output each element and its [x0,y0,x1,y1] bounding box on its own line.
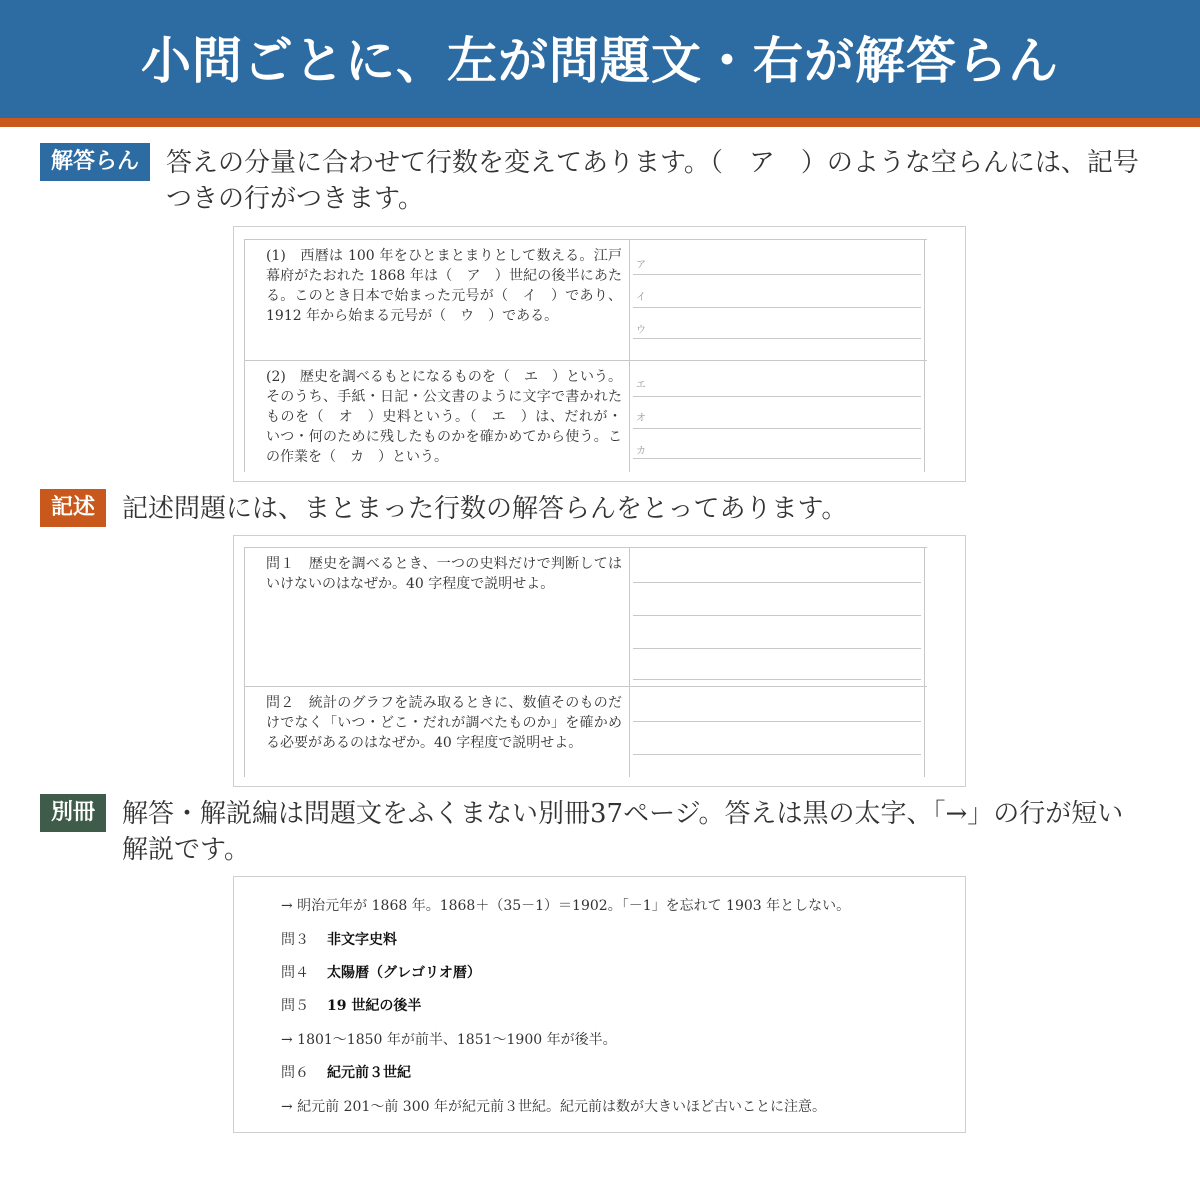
answer-line[interactable] [633,721,921,722]
sample-answer-booklet [233,876,966,1133]
section-descriptive [40,489,1160,527]
answer-label: イ [636,292,646,303]
page-title: 小問ごとに、左が問題文・右が解答らん [141,32,1059,90]
answer-line[interactable] [633,679,921,680]
explanation-line: → 明治元年が 1868 年。1868＋（35－1）＝1902。「－1」を忘れて 1903 年としない。 [281,898,851,914]
question-text: (2) 歴史を調べるもとになるものを（ エ ）という。そのうち、手紙・日記・公文書のように文字で書かれたものを（ オ ）史料という。（ エ ）は、だれが・いつ・何のために残したものかを確かめてから使う。この作業を（ カ ）という。 [266,369,622,465]
answer-line[interactable] [633,428,921,429]
answer-line[interactable] [633,396,921,397]
explanation-line: → 紀元前 201〜前 300 年が紀元前３世紀。紀元前は数が大きいほど古いことに注意。 [281,1099,826,1115]
section-badge: 記述 [40,489,106,527]
explanation-line: → 1801〜1850 年が前半、1851〜1900 年が後半。 [281,1032,617,1048]
section-separate-booklet [40,794,1160,868]
answer-area [629,548,925,687]
answer-line[interactable] [633,338,921,339]
answer-area [629,687,925,777]
sample-answer-sheet-1 [233,226,966,482]
answer-label: エ [636,380,646,391]
question-table [244,547,927,777]
answer-line[interactable] [633,307,921,308]
answer-line-item: 問６ 紀元前３世紀 [281,1065,411,1081]
answer-line[interactable] [633,582,921,583]
question-row [245,687,927,777]
page-header [0,0,1200,118]
answer-label: ア [636,260,646,271]
section-description: 記述問題には、まとまった行数の解答らんをとってあります。 [122,494,848,524]
answer-label: ウ [636,325,646,336]
section-badge: 別冊 [40,794,106,832]
section-answer-field [40,143,1160,217]
answer-line-item: 問４ 太陽暦（グレゴリオ暦） [281,965,481,981]
section-description: 答えの分量に合わせて行数を変えてあります。（ ア ）のような空らんには、記号つきの行がつきます。 [166,148,1139,214]
answer-label: オ [636,413,646,424]
answer-area [629,240,925,361]
answer-label: カ [636,446,646,457]
answer-line[interactable] [633,615,921,616]
header-accent-stripe [0,118,1200,127]
answer-line[interactable] [633,648,921,649]
question-text: 問１ 歴史を調べるとき、一つの史料だけで判断してはいけないのはなぜか。40 字程度で説明せよ。 [266,556,622,592]
answer-line[interactable] [633,458,921,459]
answer-line[interactable] [633,274,921,275]
answer-area [629,361,925,472]
question-row [245,361,927,472]
section-description: 解答・解説編は問題文をふくまない別冊37ページ。答えは黒の太字、「→」の行が短い解説です。 [122,799,1124,865]
answer-line-item: 問３ 非文字史料 [281,932,397,948]
answer-line-item: 問５ 19 世紀の後半 [281,998,422,1014]
sample-answer-sheet-2 [233,535,966,787]
answer-line[interactable] [633,754,921,755]
question-text: (1) 西暦は 100 年をひとまとまりとして数える。江戸幕府がたおれた 1868 年は（ ア ）世紀の後半にあたる。このとき日本で始まった元号が（ イ ）であり、1912 年から始まる元号が（ ウ ）である。 [266,248,622,324]
question-table [244,239,927,472]
question-row [245,548,927,687]
question-text: 問２ 統計のグラフを読み取るときに、数値そのものだけでなく「いつ・どこ・だれが調べたものか」を確かめる必要があるのはなぜか。40 字程度で説明せよ。 [266,695,622,751]
section-badge: 解答らん [40,143,150,181]
question-row [245,240,927,361]
